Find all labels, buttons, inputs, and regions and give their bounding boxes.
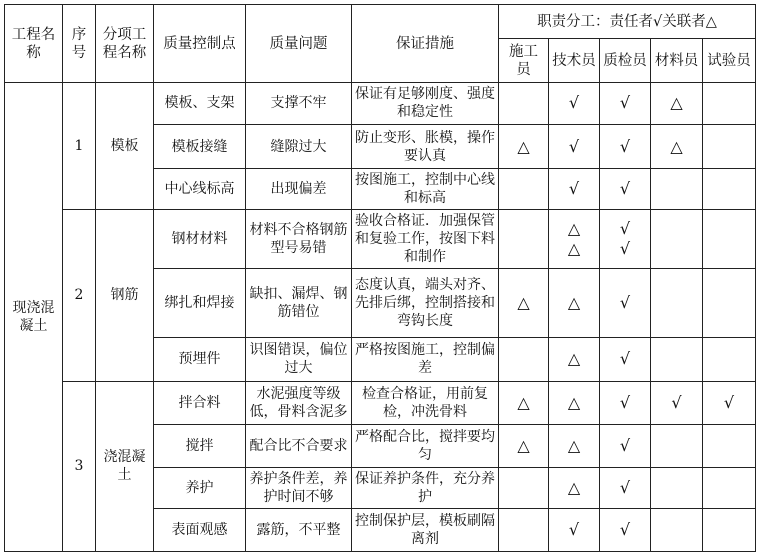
duty-mark-cell	[499, 467, 549, 508]
measure-cell: 控制保护层，模板刷隔离剂	[352, 508, 499, 551]
duty-mark-cell: √	[549, 124, 600, 168]
control-point-cell: 模板、支架	[154, 83, 246, 125]
duty-mark-cell: √	[600, 467, 651, 508]
header-seq: 序号	[63, 5, 96, 83]
quality-problem-cell: 材料不合格钢筋型号易错	[246, 209, 352, 268]
duty-mark-cell	[703, 467, 756, 508]
table-row	[5, 209, 756, 268]
control-point-cell: 预埋件	[154, 337, 246, 381]
project-name-cell: 现浇混凝土	[5, 83, 63, 552]
measure-cell: 严格按图施工，控制偏差	[352, 337, 499, 381]
duty-mark-cell: √	[703, 381, 756, 424]
seq-cell: 3	[63, 381, 96, 551]
duty-mark-cell	[703, 508, 756, 551]
duty-mark-cell	[651, 467, 703, 508]
control-point-cell: 养护	[154, 467, 246, 508]
duty-mark-cell: √	[600, 269, 651, 338]
duty-mark-cell	[651, 424, 703, 467]
duty-mark-cell: √	[600, 83, 651, 125]
header-control-point: 质量控制点	[154, 5, 246, 83]
duty-mark-cell: △	[651, 83, 703, 125]
header-role-material: 材料员	[651, 39, 703, 83]
duty-mark-cell: √	[600, 508, 651, 551]
duty-mark-cell: √	[549, 508, 600, 551]
seq-cell: 2	[63, 209, 96, 381]
duty-mark-cell: √	[651, 381, 703, 424]
duty-mark-cell	[499, 169, 549, 210]
duty-mark-cell	[703, 424, 756, 467]
duty-mark-cell: √	[600, 169, 651, 210]
duty-mark-cell: △	[549, 467, 600, 508]
duty-mark-cell	[703, 83, 756, 125]
duty-mark-cell: √	[600, 381, 651, 424]
sub-project-cell: 模板	[96, 83, 154, 210]
duty-mark-cell	[499, 209, 549, 268]
duty-mark-cell	[703, 269, 756, 338]
control-point-cell: 模板接缝	[154, 124, 246, 168]
sub-project-cell: 钢筋	[96, 209, 154, 381]
quality-problem-cell: 配合比不合要求	[246, 424, 352, 467]
header-project-name: 工程名称	[5, 5, 63, 83]
quality-problem-cell: 水泥强度等级低，骨料含泥多	[246, 381, 352, 424]
control-point-cell: 搅拌	[154, 424, 246, 467]
duty-mark-cell	[703, 169, 756, 210]
duty-mark-cell	[651, 169, 703, 210]
measure-cell: 防止变形、胀模，操作要认真	[352, 124, 499, 168]
duty-mark-cell: √	[600, 337, 651, 381]
table-body	[5, 83, 756, 552]
header-quality-problem: 质量问题	[246, 5, 352, 83]
quality-problem-cell: 支撑不牢	[246, 83, 352, 125]
duty-mark-cell	[499, 337, 549, 381]
header-role-inspector: 质检员	[600, 39, 651, 83]
duty-mark-cell: △	[651, 124, 703, 168]
quality-problem-cell: 出现偏差	[246, 169, 352, 210]
duty-mark-cell	[651, 508, 703, 551]
duty-mark-cell	[703, 124, 756, 168]
duty-mark-cell: △	[549, 337, 600, 381]
sub-project-cell: 浇混凝土	[96, 381, 154, 551]
measure-cell: 保证有足够刚度、强度和稳定性	[352, 83, 499, 125]
quality-problem-cell: 缝隙过大	[246, 124, 352, 168]
quality-problem-cell: 识图错误，偏位过大	[246, 337, 352, 381]
duty-mark-cell	[499, 83, 549, 125]
header-duty: 职责分工：责任者√关联者△	[499, 5, 756, 39]
table-row	[5, 381, 756, 424]
duty-mark-cell	[703, 209, 756, 268]
duty-mark-cell	[651, 209, 703, 268]
header-role-construction: 施工员	[499, 39, 549, 83]
control-point-cell: 中心线标高	[154, 169, 246, 210]
quality-problem-cell: 缺扣、漏焊、钢筋错位	[246, 269, 352, 338]
duty-mark-cell: △	[499, 269, 549, 338]
control-point-cell: 绑扎和焊接	[154, 269, 246, 338]
duty-mark-cell	[651, 269, 703, 338]
measure-cell: 严格配合比，搅拌要均匀	[352, 424, 499, 467]
duty-mark-cell	[499, 508, 549, 551]
measure-cell: 保证养护条件，充分养护	[352, 467, 499, 508]
quality-control-table	[4, 4, 756, 552]
duty-mark-cell: √	[600, 424, 651, 467]
header-sub-project: 分项工程名称	[96, 5, 154, 83]
quality-problem-cell: 露筋，不平整	[246, 508, 352, 551]
control-point-cell: 表面观感	[154, 508, 246, 551]
seq-cell: 1	[63, 83, 96, 210]
measure-cell: 按图施工，控制中心线和标高	[352, 169, 499, 210]
quality-problem-cell: 养护条件差，养护时间不够	[246, 467, 352, 508]
duty-mark-cell: △	[499, 124, 549, 168]
duty-mark-cell	[703, 337, 756, 381]
measure-cell: 验收合格证．加强保管和复验工作，按图下料和制作	[352, 209, 499, 268]
measure-cell: 态度认真，端头对齐、先排后绑，控制搭接和弯钩长度	[352, 269, 499, 338]
header-role-test: 试验员	[703, 39, 756, 83]
measure-cell: 检查合格证，用前复检，冲洗骨料	[352, 381, 499, 424]
table-row	[5, 83, 756, 125]
duty-mark-cell: △	[549, 381, 600, 424]
control-point-cell: 钢材材料	[154, 209, 246, 268]
duty-mark-cell: √	[549, 83, 600, 125]
duty-mark-cell: △	[549, 424, 600, 467]
control-point-cell: 拌合料	[154, 381, 246, 424]
duty-mark-cell: △	[549, 269, 600, 338]
duty-mark-cell: △ △	[549, 209, 600, 268]
duty-mark-cell: √	[549, 169, 600, 210]
header-role-technical: 技术员	[549, 39, 600, 83]
duty-mark-cell: △	[499, 424, 549, 467]
duty-mark-cell	[651, 337, 703, 381]
duty-mark-cell: △	[499, 381, 549, 424]
duty-mark-cell: √ √	[600, 209, 651, 268]
header-measures: 保证措施	[352, 5, 499, 83]
duty-mark-cell: √	[600, 124, 651, 168]
